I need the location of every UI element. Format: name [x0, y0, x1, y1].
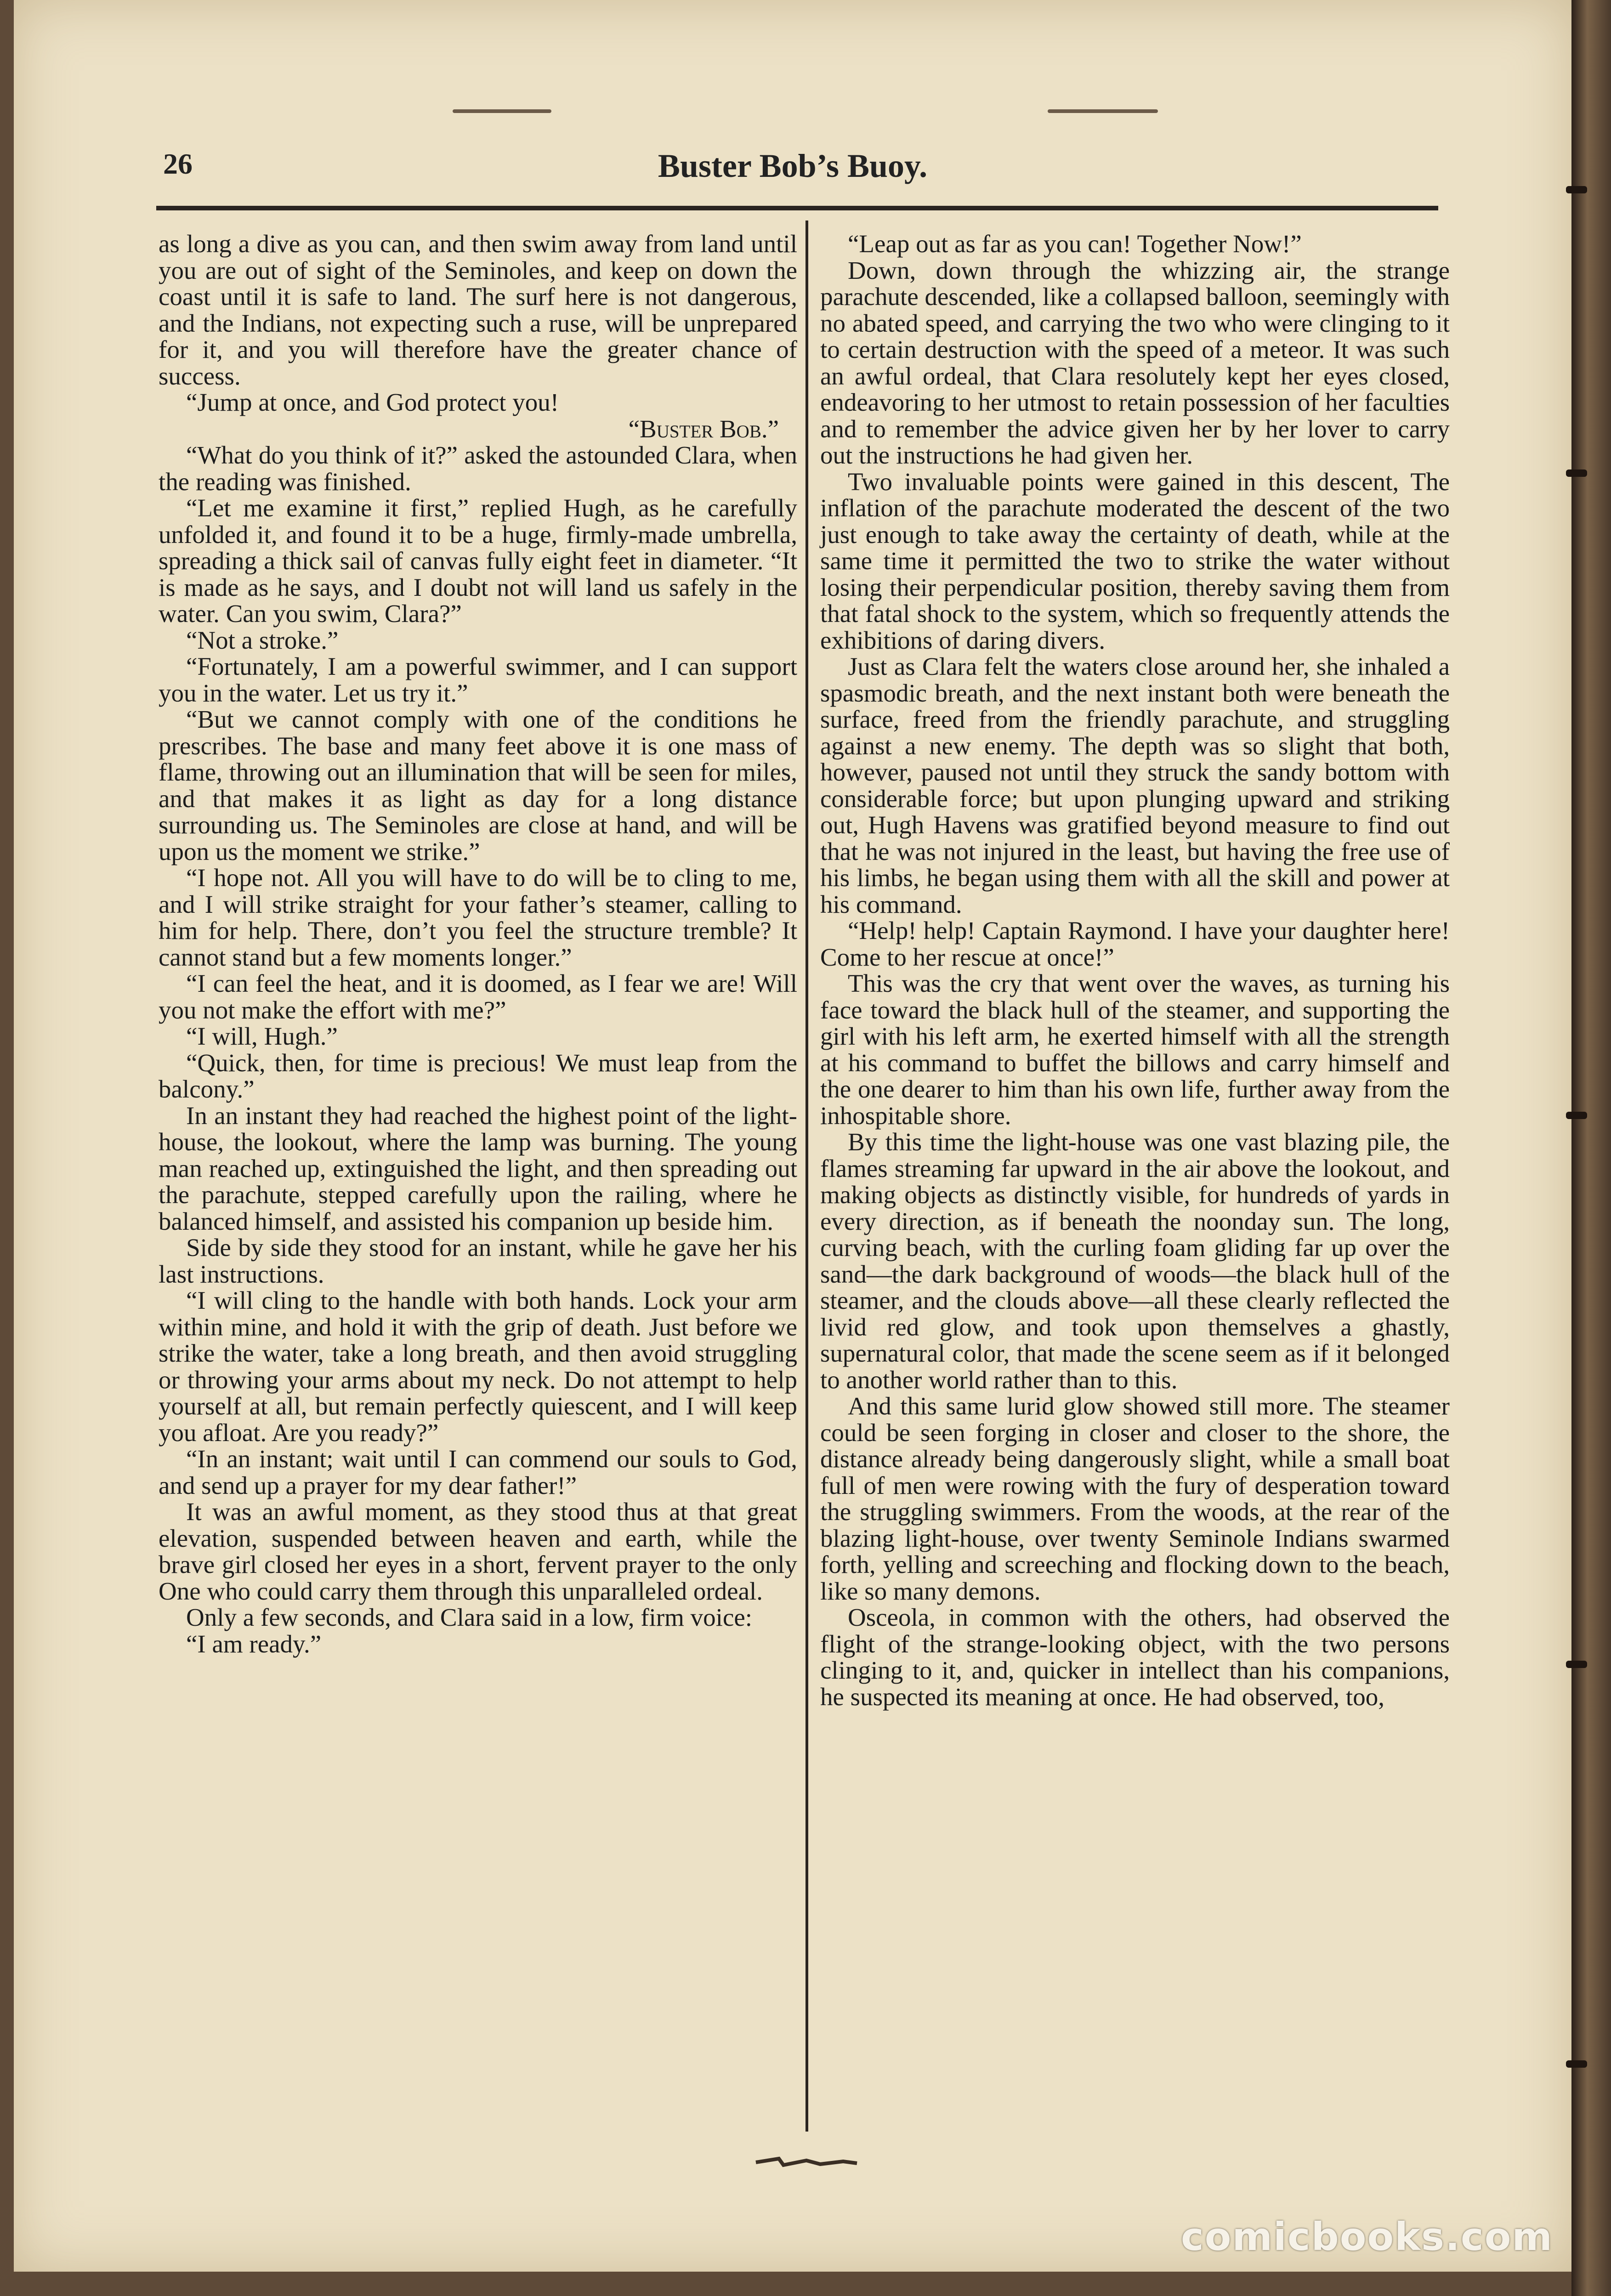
paragraph: “Let me examine it first,” replied Hugh, as he carefully unfolded it, and found it to be a huge, firmly-made umbrella, spreading a thick sail of canvas fully eight feet in diameter. “It is made as he says, and I doubt not will land us safely in the water. Can you swim, Clara?” [159, 494, 797, 628]
paragraph: “Jump at once, and God protect you! [186, 388, 559, 416]
paragraph: “Help! help! Captain Raymond. I have your daughter here! Come to her rescue at once!” [820, 916, 1450, 971]
paragraph: “Fortunately, I am a powerful swimmer, and I can support you in the water. Let us try it.” [159, 652, 797, 707]
running-title: Buster Bob’s Buoy. [658, 147, 928, 184]
paragraph: Just as Clara felt the waters close around her, she inhaled a spasmodic breath, and the next instant both were beneath the surface, freed from the friendly parachute, and struggling against a new enemy. The depth was so slight that both, however, paused not until they struck the sandy bottom with considerable force; but upon plunging upward and striking out, Hugh Havens was gratified beyond measure to find out that he was not injured in the least, but having the free use of his limbs, he began using them with all the skill and power at his command. [820, 652, 1450, 918]
binding-stitch [1566, 1661, 1587, 1668]
paragraph: “Leap out as far as you can! Together Now!” [848, 230, 1302, 258]
paragraph: In an instant they had reached the highest point of the light-house, the lookout, where the lamp was burning. The young man reached up, extinguished the light, and then spreading out the parachute, stepped carefully upon the railing, where he balanced himself, and assisted his companion up beside him. [159, 1101, 797, 1235]
paragraph: “I am ready.” [186, 1629, 322, 1658]
paragraph: “But we cannot comply with one of the conditions he prescribes. The base and many feet above it is one mass of flame, throwing out an illumination that will be seen for miles, and that makes it as light as day for a long distance surrounding us. The Seminoles are close at hand, and will be upon us the moment we strike.” [159, 705, 797, 865]
paragraph: Down, down through the whizzing air, the strange parachute descended, like a collapsed balloon, seemingly with no abated speed, and carrying the two who were clinging to it to certain destruction with the speed of a meteor. It was such an awful ordeal, that Clara resolutely kept her eyes closed, endeavoring to her utmost to retain possession of her faculties and to remember the advice given her by her lover to carry out the instructions he had given her. [820, 256, 1450, 469]
binding-stitch [1566, 1112, 1587, 1119]
binding-stitch [1566, 2060, 1587, 2068]
page-number: 26 [163, 147, 193, 180]
right-column [820, 231, 1450, 1710]
paragraph: “I will, Hugh.” [186, 1022, 338, 1050]
paragraph: By this time the light-house was one vast blazing pile, the flames streaming far upward in the air above the lookout, and making objects as distinctly visible, for hundreds of yards in every direction, as if beneath the noonday sun. The long, curving beach, with the curling foam gliding far up over the sand—the dark background of woods—the black hull of the steamer, and the clouds above—all these clearly reflected the livid red glow, and took upon themselves a ghastly, supernatural color, that made the scene seem as if it belonged to another world rather than to this. [820, 1128, 1450, 1394]
paragraph: Only a few seconds, and Clara said in a low, firm voice: [186, 1603, 753, 1631]
paragraph: It was an awful moment, as they stood thus at that great elevation, suspended between heaven and earth, while the brave girl closed her eyes in a short, fervent prayer to the only One who could carry them through this unparalleled ordeal. [159, 1498, 797, 1605]
column-divider [806, 221, 808, 2132]
paragraph: “In an instant; wait until I can commend our souls to God, and send up a prayer for my dear father!” [159, 1445, 797, 1499]
paragraph: Two invaluable points were gained in this descent, The inflation of the parachute moderated the descent of the two just enough to take away the certainty of death, while at the same time it permitted the two to strike the water without losing their perpendicular position, thereby saving them from that fatal shock to the system, which so frequently attends the exhibitions of daring divers. [820, 467, 1450, 654]
binding-stitch [1566, 186, 1587, 193]
binding-stitch [1566, 469, 1587, 477]
paragraph: “Not a stroke.” [186, 626, 339, 654]
paragraph: “What do you think of it?” asked the astounded Clara, when the reading was finished. [159, 441, 797, 496]
paragraph: Osceola, in common with the others, had observed the flight of the strange-looking object, with the two persons clinging to it, and, quicker in intellect than his companions, he suspected its meaning at once. He had observed, too, [820, 1603, 1450, 1711]
paragraph: “I will cling to the handle with both hands. Lock your arm within mine, and hold it with the grip of death. Just before we strike the water, take a long breath, and then avoid struggling or throwing your arms about my neck. Do not attempt to help yourself at all, but remain perfectly quiescent, and I will keep you afloat. Are you ready?” [159, 1286, 797, 1447]
header-ornament-right [1048, 109, 1158, 113]
page-header [154, 138, 1431, 202]
paragraph: Side by side they stood for an instant, while he gave her his last instructions. [159, 1233, 797, 1288]
letter-signature: “Buster Bob.” [628, 414, 779, 443]
paragraph: And this same lurid glow showed still more. The steamer could be seen forging in closer and closer to the shore, the distance already being dangerously slight, while a small boat full of men were rowing with the fury of desperation toward the struggling swimmers. From the woods, at the rear of the blazing light-house, over twenty Seminole Indians swarmed forth, yelling and screeching and flocking down to the beach, like so many demons. [820, 1392, 1450, 1605]
header-ornament-left [453, 109, 551, 113]
paragraph: “Quick, then, for time is precious! We must leap from the balcony.” [159, 1048, 797, 1103]
paragraph: as long a dive as you can, and then swim away from land until you are out of sight of the Seminoles, and keep on down the coast until it is safe to land. The surf here is not dangerous, and the Indians, not expecting such a ruse, will be unprepared for it, and you will therefore have the greater chance of success. [159, 230, 797, 390]
paragraph: “I can feel the heat, and it is doomed, as I fear we are! Will you not make the effort with me?” [159, 969, 797, 1024]
binding-gutter [1571, 0, 1611, 2296]
footer-ornament [751, 2152, 862, 2171]
watermark: comicbooks.com [1181, 2214, 1553, 2259]
left-column [159, 231, 797, 1657]
paragraph: This was the cry that went over the waves, as turning his face toward the black hull of the steamer, and supporting the girl with his left arm, he exerted himself with all the strength at his command to buffet the billows and carry himself and the one dearer to him than his own life, further away from the inhospitable shore. [820, 969, 1450, 1130]
header-rule [156, 206, 1438, 210]
paragraph: “I hope not. All you will have to do will be to cling to me, and I will strike straight for your father’s steamer, calling to him for help. There, don’t you feel the structure tremble? It cannot stand but a few moments longer.” [159, 864, 797, 971]
